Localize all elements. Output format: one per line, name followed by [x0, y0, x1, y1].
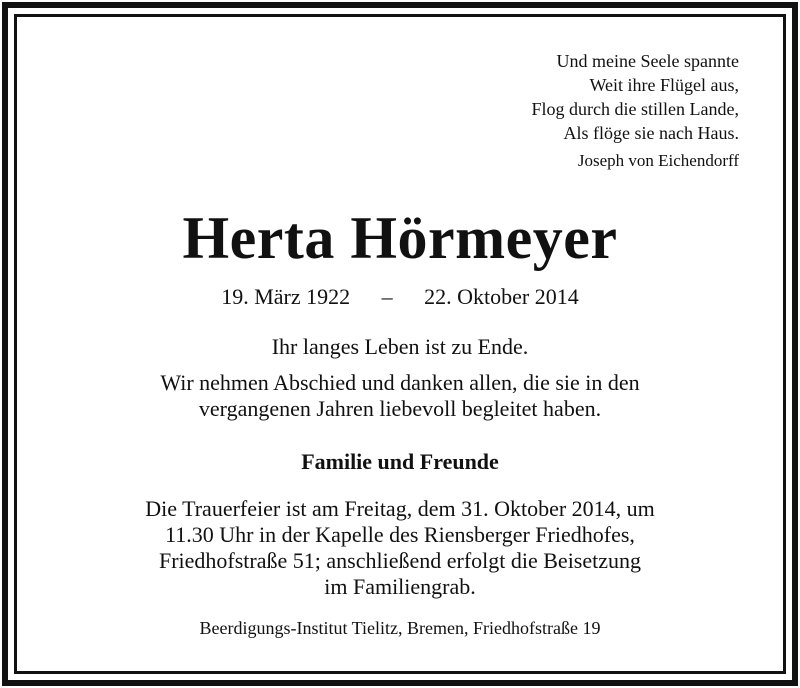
farewell-line: Wir nehmen Abschied und danken allen, die sie in den	[160, 370, 640, 395]
date-separator: –	[381, 284, 393, 309]
poem-line: Und meine Seele spannte	[556, 51, 739, 71]
poem-line: Weit ihre Flügel aus,	[589, 75, 739, 95]
ceremony-line: Die Trauerfeier ist am Freitag, dem 31. Oktober 2014, um	[145, 496, 655, 521]
deceased-name: Herta Hörmeyer	[182, 205, 618, 271]
poem-quote	[532, 49, 739, 173]
poem-line: Flog durch die stillen Lande,	[531, 99, 739, 119]
poem-author: Joseph von Eichendorff	[577, 151, 739, 170]
poem-line: Als flöge sie nach Haus.	[563, 123, 739, 143]
family-signature: Familie und Freunde	[301, 449, 499, 474]
funeral-home-footer: Beerdigungs-Institut Tielitz, Bremen, Friedhofstraße 19	[199, 618, 601, 638]
ceremony-line: Friedhofstraße 51; anschließend erfolgt die Beisetzung	[158, 548, 642, 573]
death-date: 22. Oktober 2014	[424, 284, 579, 309]
ceremony-line: im Familiengrab.	[324, 574, 476, 599]
ceremony-paragraph	[17, 496, 783, 600]
ceremony-line: 11.30 Uhr in der Kapelle des Riensberger Friedhofes,	[165, 522, 635, 547]
end-of-life-line: Ihr langes Leben ist zu Ende.	[271, 334, 529, 359]
farewell-paragraph	[17, 370, 783, 422]
life-dates	[17, 282, 783, 312]
obituary-notice	[17, 17, 783, 671]
birth-date: 19. März 1922	[221, 284, 351, 309]
farewell-line: vergangenen Jahren liebevoll begleitet haben.	[198, 396, 602, 421]
